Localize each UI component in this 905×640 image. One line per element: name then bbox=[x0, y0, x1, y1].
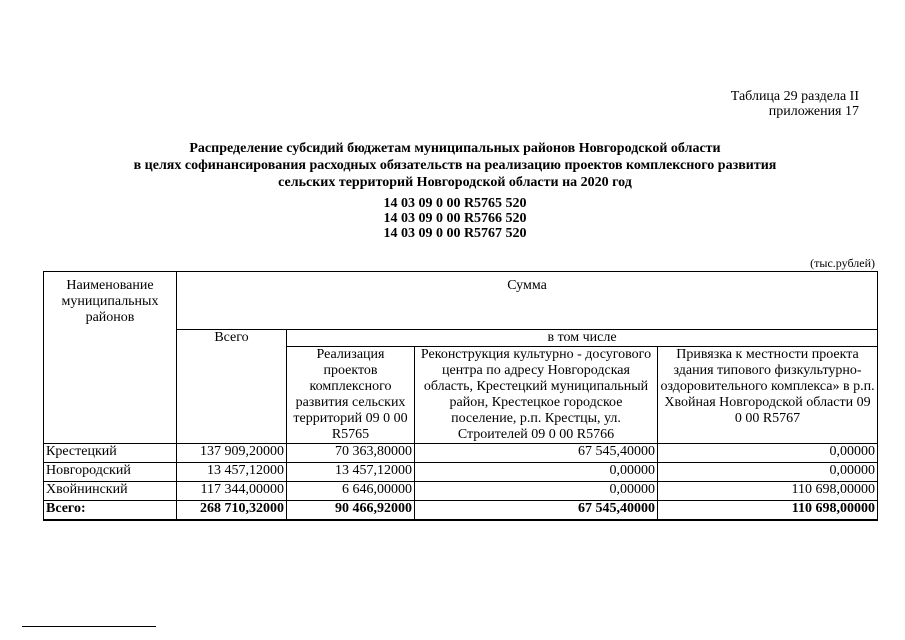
r5767-value: 110 698,00000 bbox=[658, 482, 878, 501]
r5765-value: 6 646,00000 bbox=[287, 482, 415, 501]
r5767-value: 0,00000 bbox=[658, 444, 878, 463]
r5767-value: 0,00000 bbox=[658, 463, 878, 482]
title-line-2: в целях софинансирования расходных обязательств на реализацию проектов комплексного развития bbox=[133, 158, 777, 173]
r5765-value: 70 363,80000 bbox=[287, 444, 415, 463]
header-sum: Сумма bbox=[177, 272, 878, 330]
district-name: Крестецкий bbox=[44, 444, 177, 463]
appendix-number-line: приложения 17 bbox=[768, 104, 859, 119]
budget-code: 14 03 09 0 00 R5765 520 bbox=[383, 196, 527, 211]
subsidy-table bbox=[43, 271, 878, 521]
r5766-value: 67 545,40000 bbox=[415, 444, 658, 463]
header-district-name: Наименование муниципальных районов bbox=[44, 272, 177, 444]
table-row bbox=[44, 482, 878, 501]
total-value: 117 344,00000 bbox=[177, 482, 287, 501]
header-row-1 bbox=[44, 272, 878, 330]
district-name: Новгородский bbox=[44, 463, 177, 482]
header-col-r5766: Реконструкция культурно - досугового центра по адресу Новгородская область, Крестецкий муниципальный район, Крестецкое городское поселение, р.п. Крестцы, ул. Строителей 09 0 00 R5766 bbox=[415, 347, 658, 444]
total-value: 137 909,20000 bbox=[177, 444, 287, 463]
header-total: Всего bbox=[177, 330, 287, 444]
units-label: (тыс.рублей) bbox=[810, 256, 875, 270]
header-col-r5765: Реализация проектов комплексного развития сельских территорий 09 0 00 R5765 bbox=[287, 347, 415, 444]
total-row bbox=[44, 501, 878, 520]
r5766-total-value: 67 545,40000 bbox=[415, 501, 658, 520]
total-value: 13 457,12000 bbox=[177, 463, 287, 482]
title-line-1: Распределение субсидий бюджетам муниципальных районов Новгородской области bbox=[189, 141, 721, 156]
district-name: Хвойнинский bbox=[44, 482, 177, 501]
footer-divider bbox=[22, 626, 156, 627]
total-label: Всего: bbox=[44, 501, 177, 520]
r5767-total-value: 110 698,00000 bbox=[658, 501, 878, 520]
header-col-r5767: Привязка к местности проекта здания типового физкультурно-оздоровительного комплекса» в р.п. Хвойная Новгородской области 09 0 00 R5767 bbox=[658, 347, 878, 444]
document-title bbox=[60, 140, 850, 191]
budget-code: 14 03 09 0 00 R5767 520 bbox=[383, 226, 527, 241]
table-row bbox=[44, 463, 878, 482]
grand-total-value: 268 710,32000 bbox=[177, 501, 287, 520]
title-line-3: сельских территорий Новгородской области на 2020 год bbox=[278, 175, 632, 190]
table-number-line: Таблица 29 раздела II bbox=[730, 89, 859, 104]
table-number-note bbox=[731, 89, 859, 119]
budget-codes bbox=[300, 196, 610, 241]
budget-code: 14 03 09 0 00 R5766 520 bbox=[383, 211, 527, 226]
table-row bbox=[44, 444, 878, 463]
r5765-total-value: 90 466,92000 bbox=[287, 501, 415, 520]
header-including: в том числе bbox=[287, 330, 878, 347]
r5765-value: 13 457,12000 bbox=[287, 463, 415, 482]
r5766-value: 0,00000 bbox=[415, 463, 658, 482]
r5766-value: 0,00000 bbox=[415, 482, 658, 501]
